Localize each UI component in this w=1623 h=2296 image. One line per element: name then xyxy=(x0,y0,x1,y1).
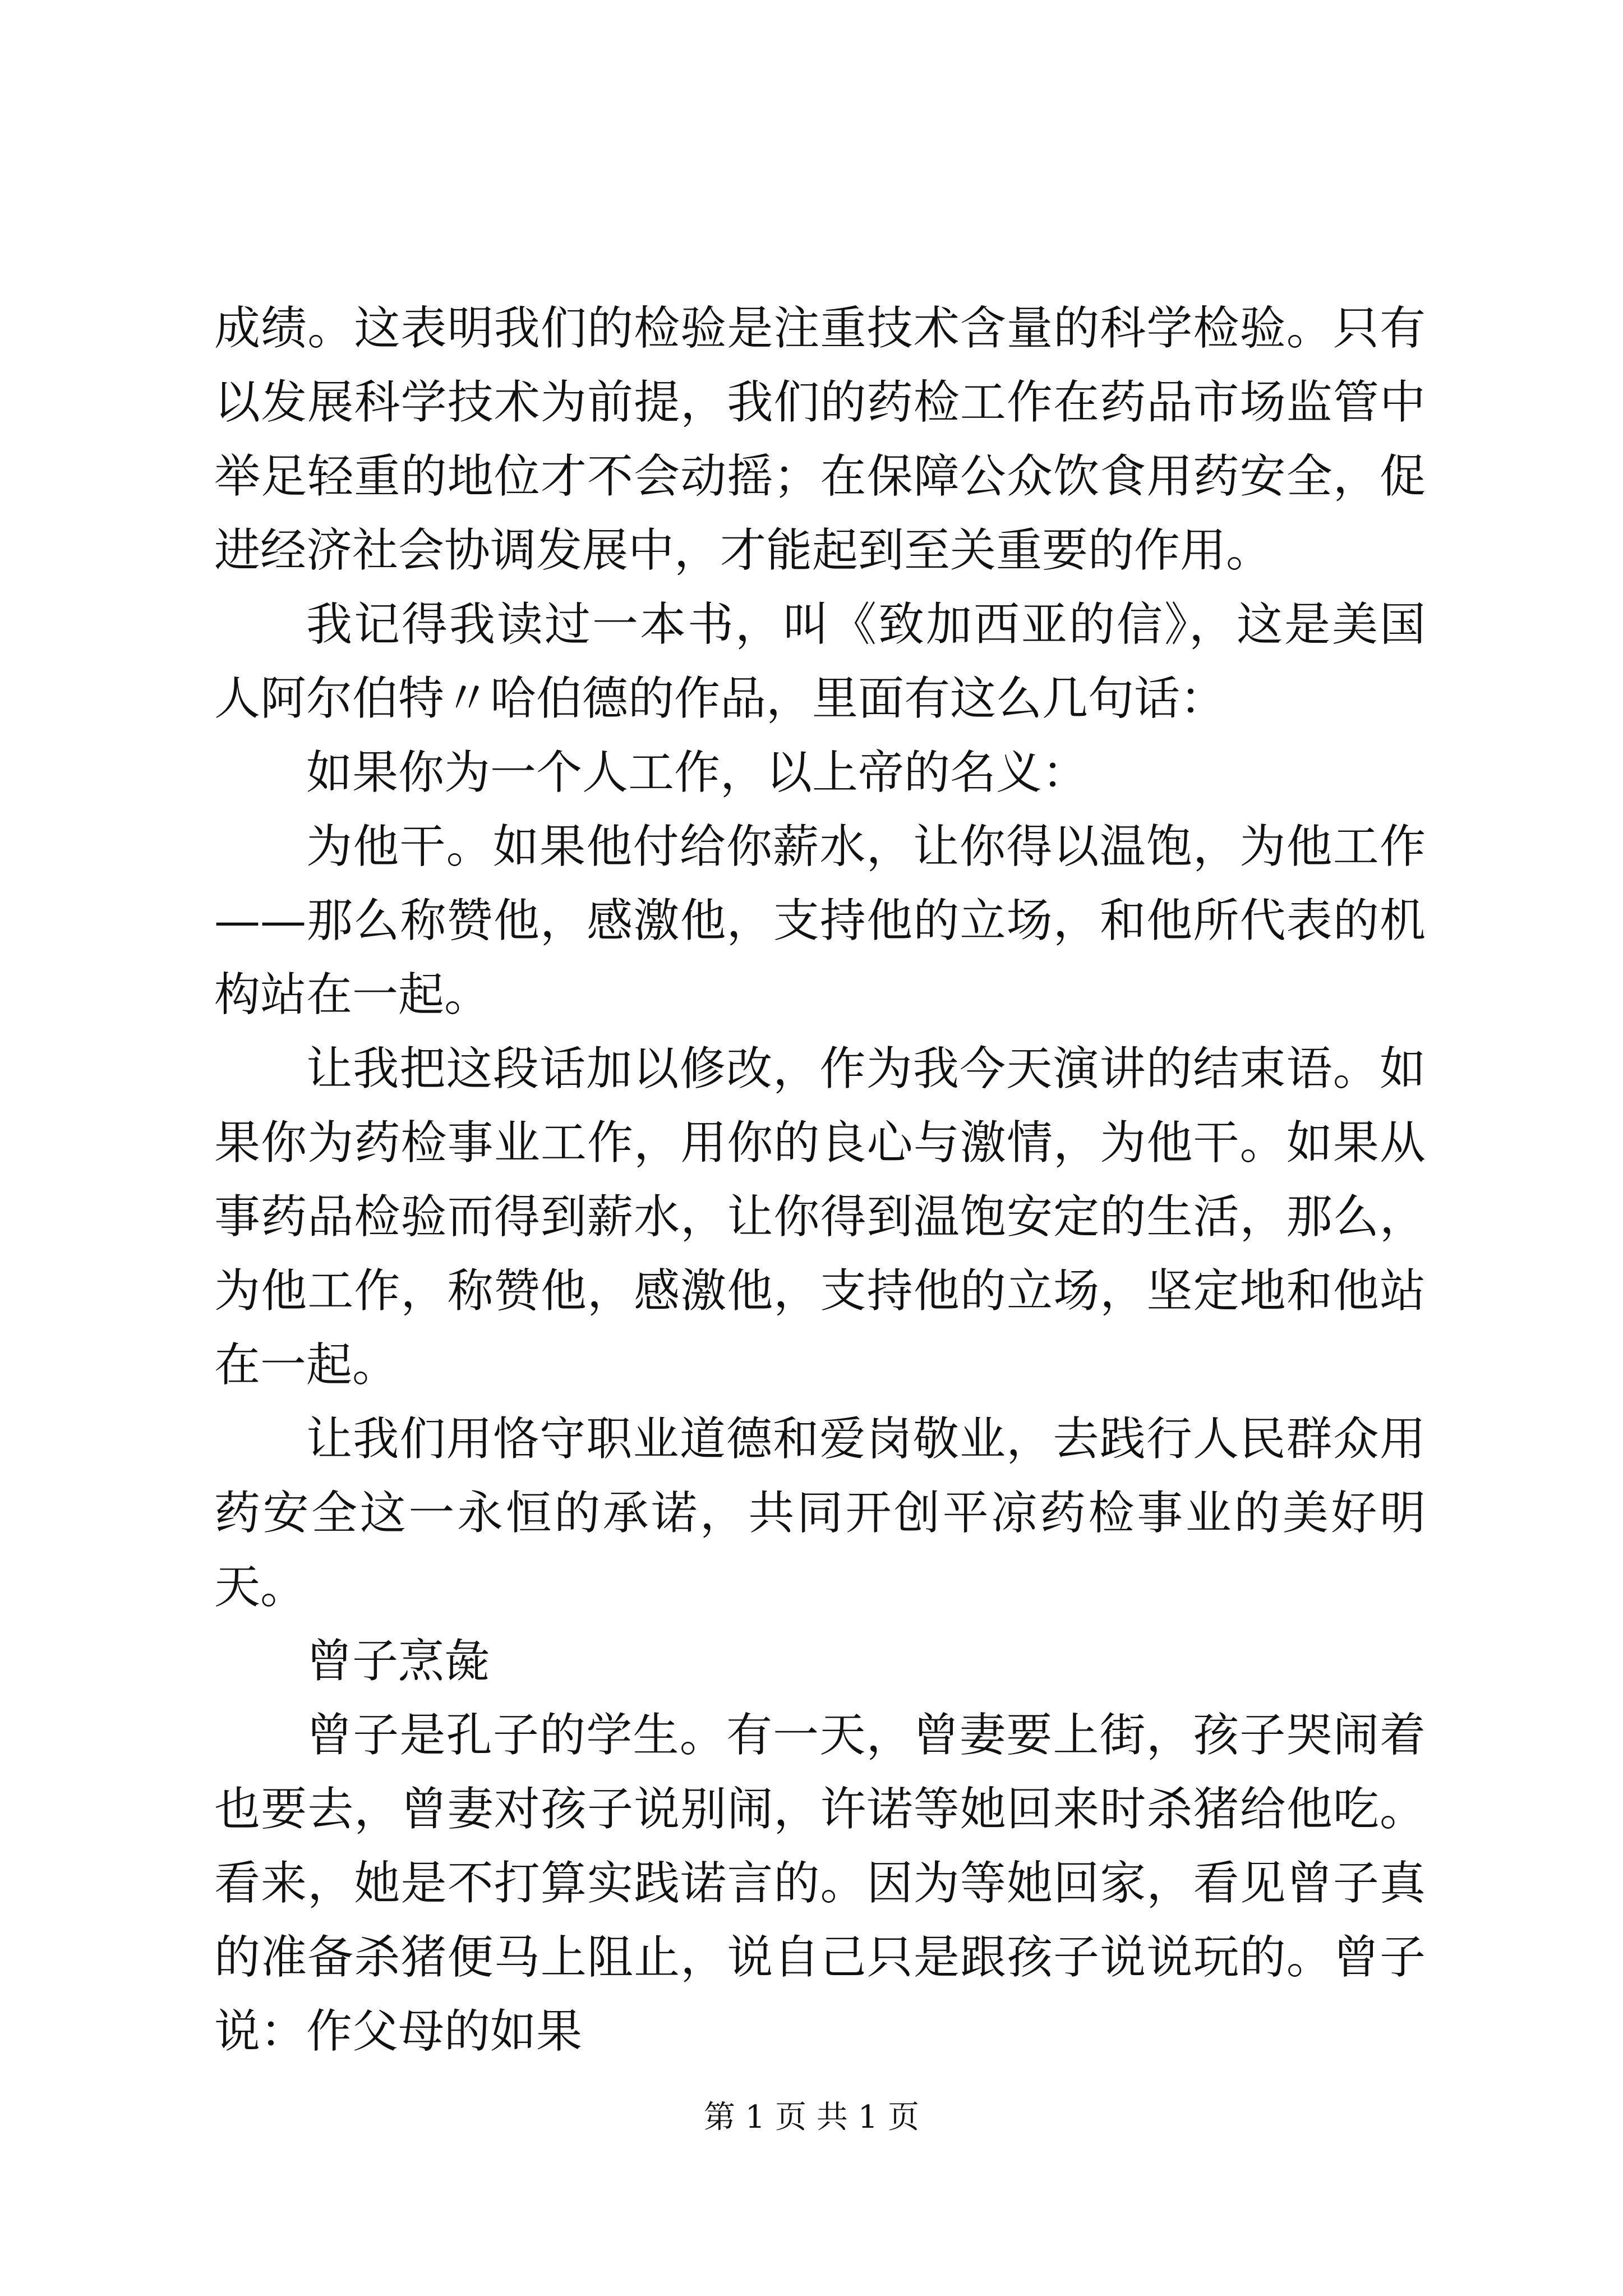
paragraph-call-to-action: 让我们用恪守职业道德和爱岗敬业，去践行人民群众用药安全这一永恒的承诺，共同开创平凉药检事业的美好明天。 xyxy=(214,1412,1426,1614)
paragraph-continuation: 成绩。这表明我们的检验是注重技术含量的科学检验。只有以发展科学技术为前提，我们的药检工作在药品市场监管中举足轻重的地位才不会动摇；在保障公众饮食用药安全，促进经济社会协调发展中，才能起到至关重要的作用。 xyxy=(214,302,1426,577)
page-footer xyxy=(0,2098,1623,2137)
paragraph-quote-line-1: 如果你为一个人工作，以上帝的名义： xyxy=(306,746,1089,799)
section-heading: 曾子烹彘 xyxy=(306,1635,491,1688)
paragraph-story: 曾子是孔子的学生。有一天，曾妻要上街，孩子哭闹着也要去，曾妻对孩子说别闹，许诺等她回来时杀猪给他吃。看来，她是不打算实践诺言的。因为等她回家，看见曾子真的准备杀猪便马上阻止，说自己只是跟孩子说说玩的。曾子说：作父母的如果 xyxy=(214,1709,1426,2058)
page-number-label: 第 1 页 共 1 页 xyxy=(703,2099,920,2136)
paragraph-closing-remarks: 让我把这段话加以修改，作为我今天演讲的结束语。如果你为药检事业工作，用你的良心与激情，为他干。如果从事药品检验而得到薪水，让你得到温饱安定的生活，那么，为他工作，称赞他，感激他，支持他的立场，坚定地和他站在一起。 xyxy=(214,1042,1426,1392)
document-body xyxy=(214,292,1426,2069)
paragraph-book-quote-intro: 我记得我读过一本书，叫《致加西亚的信》，这是美国人阿尔伯特〃哈伯德的作品，里面有这么几句话： xyxy=(214,598,1426,725)
paragraph-quote-line-2: 为他干。如果他付给你薪水，让你得以温饱，为他工作——那么称赞他，感激他，支持他的立场，和他所代表的机构站在一起。 xyxy=(214,820,1426,1022)
